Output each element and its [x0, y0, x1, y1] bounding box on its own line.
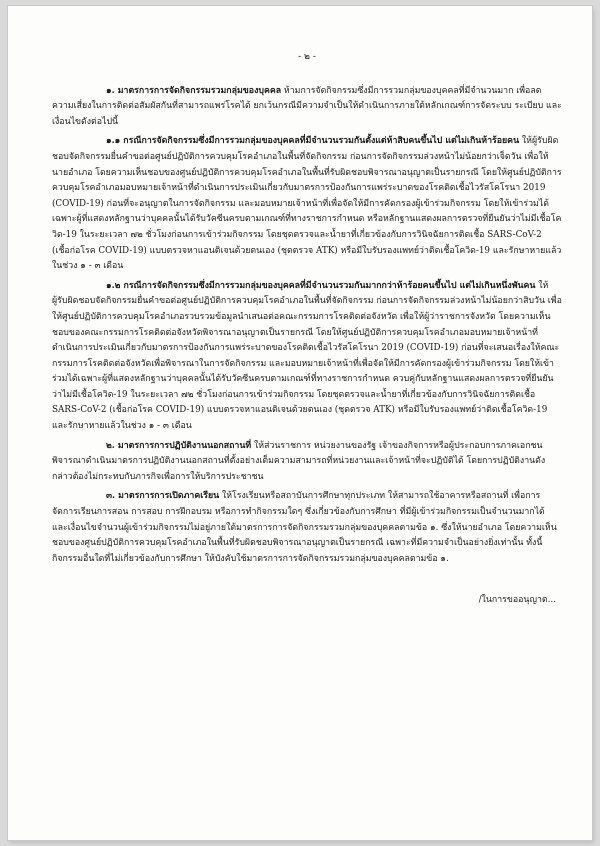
- section-1: [52, 84, 562, 131]
- section-2: [52, 439, 562, 486]
- continuation-note: /ในการขออนุญาต...: [478, 595, 556, 606]
- section-1-2-heading: ๑.๒ กรณีการจัดกิจกรรมซึ่งมีการรวมกลุ่มของบุคคลที่มีจำนวนรวมกันมากกว่าห้าร้อยคนขึ้นไป แต่ไม่เกินหนึ่งพันคน: [106, 280, 536, 291]
- document-page: [8, 6, 592, 840]
- section-1-2-body: ให้ผู้รับผิดชอบจัดกิจกรรมยื่นคำขอต่อศูนย์ปฏิบัติการควบคุมโรคอำเภอในพื้นที่จัดกิจกรรม ก่อนการจัดกิจกรรมล่วงหน้าไม่น้อยกว่าสิบวัน เพื่อให้ศูนย์ปฏิบัติการควบคุมโรคอำเภอรวบรวมข้อมูลนำเสนอต่อคณะกรรมการโรคติดต่อจังหวัด เพื่อให้ผู้ว่าราชการจังหวัด โดยความเห็นชอบของคณะกรรมการโรคติดต่อจังหวัดพิจารณาอนุญาตเป็นรายกรณี โดยให้ศูนย์ปฏิบัติการควบคุมโรคอำเภอมอบหมายเจ้าหน้าที่ดำเนินการประเมินเกี่ยวกับมาตรการป้องกันการแพร่ระบาดของโรคติดเชื้อไวรัสโคโรนา 2019 (COVID-19) ก่อนที่จะเสนอเรื่องให้คณะกรรมการโรคติดต่อจังหวัดเพื่อพิจารณาในการจัดกิจกรรม และมอบหมายเจ้าหน้าที่เพื่อจัดให้มีการคัดกรองผู้เข้าร่วมกิจกรรม โดยให้เข้าร่วมได้เฉพาะผู้ที่แสดงหลักฐานว่าบุคคลนั้นได้รับวัคซีนครบตามเกณฑ์ที่ทางราชการกำหนด ควบคู่กับหลักฐานแสดงผลการตรวจที่ยืนยันว่าไม่มีเชื้อโควิด-19 ในระยะเวลา ๗๒ ชั่วโมงก่อนการเข้าร่วมกิจกรรม โดยชุดตรวจและน้ำยาที่เกี่ยวข้องกับการวินิจฉัยการติดเชื้อ SARS-CoV-2 (เชื้อก่อโรค COVID-19) แบบตรวจหาแอนติเจนด้วยตนเอง (ชุดตรวจ ATK) หรือมีใบรับรองแพทย์ว่าติดเชื้อโควิด-19 และรักษาหายแล้วในช่วง ๑ - ๓ เดือน: [52, 280, 562, 432]
- section-2-heading: ๒. มาตรการการปฏิบัติงานนอกสถานที่: [106, 440, 252, 451]
- section-1-1-body: ให้ผู้รับผิดชอบจัดกิจกรรมยื่นคำขอต่อศูนย์ปฏิบัติการควบคุมโรคอำเภอในพื้นที่จัดกิจกรรม ก่อนการจัดกิจกรรมล่วงหน้าไม่น้อยกว่าเจ็ดวัน เพื่อให้นายอำเภอ โดยความเห็นชอบของศูนย์ปฏิบัติการควบคุมโรคอำเภอในพื้นที่รับผิดชอบพิจารณาอนุญาตเป็นรายกรณี โดยให้ศูนย์ปฏิบัติการควบคุมโรคอำเภอมอบหมายเจ้าหน้าที่ดำเนินการประเมินเกี่ยวกับมาตรการป้องกันการแพร่ระบาดของโรคติดเชื้อไวรัสโคโรนา 2019 (COVID-19) ก่อนที่จะอนุญาตในการจัดกิจกรรม และมอบหมายเจ้าหน้าที่เพื่อจัดให้มีการคัดกรองผู้เข้าร่วมกิจกรรม โดยให้เข้าร่วมได้เฉพาะผู้ที่แสดงหลักฐานว่าบุคคลนั้นได้รับวัคซีนครบตามเกณฑ์ที่ทางราชการกำหนด หรือหลักฐานแสดงผลการตรวจที่ยืนยันว่าไม่มีเชื้อโควิด-19 ในระยะเวลา ๗๒ ชั่วโมงก่อนการเข้าร่วมกิจกรรม โดยชุดตรวจและน้ำยาที่เกี่ยวข้องกับการวินิจฉัยการติดเชื้อ SARS-CoV-2 (เชื้อก่อโรค COVID-19) แบบตรวจหาแอนติเจนด้วยตนเอง (ชุดตรวจ ATK) หรือมีใบรับรองแพทย์ว่าติดเชื้อโควิด-19 และรักษาหายแล้วในช่วง ๑ - ๓ เดือน: [52, 136, 562, 272]
- section-1-1-heading: ๑.๑ กรณีการจัดกิจกรรมซึ่งมีการรวมกลุ่มของบุคคลที่มีจำนวนรวมกันตั้งแต่ห้าสิบคนขึ้นไป แต่ไม่เกินห้าร้อยคน: [106, 136, 520, 147]
- section-1-body: ห้ามการจัดกิจกรรมซึ่งมีการรวมกลุ่มของบุคคลที่มีจำนวนมาก เพื่อลดความเสี่ยงในการติดต่อสัมผัสกันที่สามารถแพร่โรคได้ ยกเว้นกรณีมีความจำเป็นให้ดำเนินการภายใต้หลักเกณฑ์การจัดระบบ ระเบียบ และเงื่อนไขดังต่อไปนี้: [52, 85, 562, 127]
- section-1-1: [52, 134, 562, 274]
- section-2-body: ให้ส่วนราชการ หน่วยงานของรัฐ เจ้าของกิจการหรือผู้ประกอบการภาคเอกชน พิจารณาดำเนินมาตรการปฏิบัติงานนอกสถานที่ตั้งอย่างเต็มความสามารถที่หน่วยงานและเจ้าหน้าที่จะปฏิบัติได้ โดยการปฏิบัติงานดังกล่าวต้องไม่กระทบกับภารกิจเพื่อการให้บริการประชาชน: [52, 440, 546, 482]
- section-3: [52, 489, 562, 567]
- page-number: - ๒ -: [298, 52, 316, 62]
- document-body: [52, 50, 562, 609]
- section-3-body: ให้โรงเรียนหรือสถาบันการศึกษาทุกประเภท ให้สามารถใช้อาคารหรือสถานที่ เพื่อการจัดการเรียนการสอน การสอบ การฝึกอบรม หรือการทำกิจกรรมใดๆ ซึ่งเกี่ยวข้องกับการศึกษา ที่มีผู้เข้าร่วมกิจกรรมเป็นจำนวนมากได้ และเงื่อนไขจำนวนผู้เข้าร่วมกิจกรรมไม่อยู่ภายใต้มาตรการการจัดกิจกรรมรวมกลุ่มของบุคคลตามข้อ ๑. ซึ่งให้นายอำเภอ โดยความเห็นชอบของศูนย์ปฏิบัติการควบคุมโรคอำเภอในพื้นที่รับผิดชอบพิจารณาอนุญาตเป็นรายกรณี เฉพาะที่มีความจำเป็นอย่างยิ่งเท่านั้น ทั้งนี้ กิจกรรมอื่นใดที่ไม่เกี่ยวข้องกับการศึกษา ให้บังคับใช้มาตรการการจัดกิจกรรมรวมกลุ่มของบุคคลตามข้อ ๑.: [52, 491, 557, 564]
- section-1-2: [52, 279, 562, 435]
- section-1-heading: ๑. มาตรการการจัดกิจกรรมรวมกลุ่มของบุคคล: [106, 85, 282, 96]
- section-3-heading: ๓. มาตรการการเปิดภาคเรียน: [106, 491, 220, 502]
